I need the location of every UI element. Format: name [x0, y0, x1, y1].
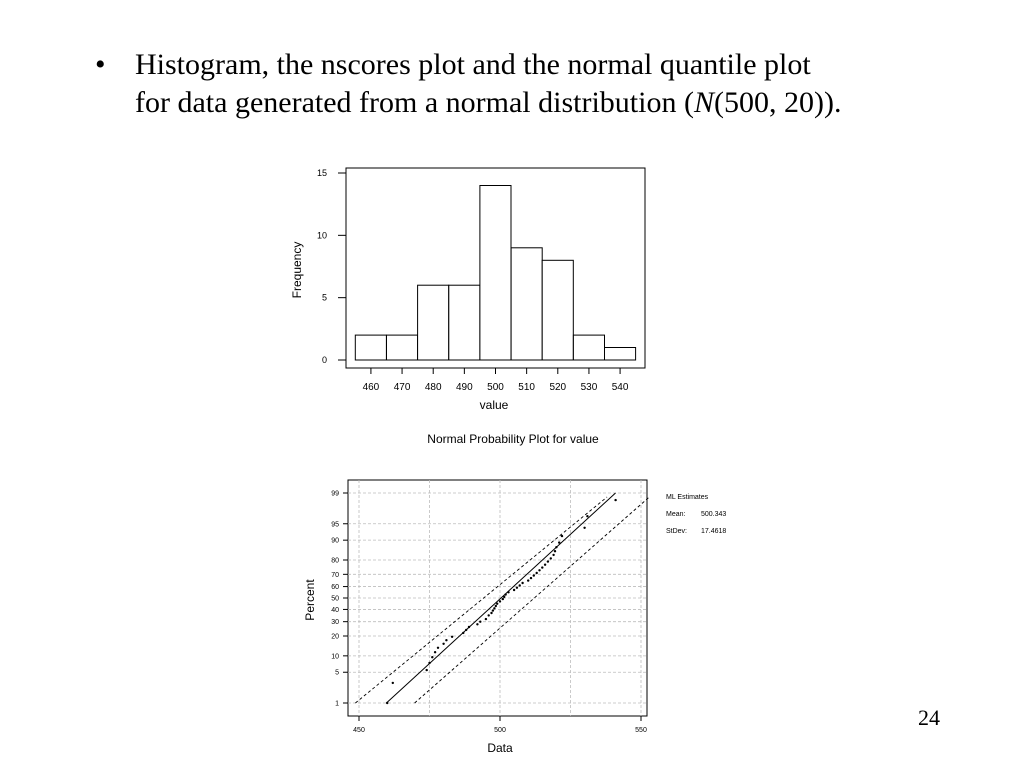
x-tick-label: 500	[494, 727, 506, 734]
y-tick-label: 1	[335, 700, 339, 708]
x-tick-label: 550	[635, 727, 647, 734]
data-point	[499, 600, 501, 602]
y-tick-label: 10	[331, 653, 339, 661]
data-point	[488, 614, 490, 616]
normal-probability-plot	[303, 432, 726, 755]
data-point	[492, 609, 494, 611]
data-point	[493, 607, 495, 609]
data-point	[392, 682, 394, 684]
y-tick-label: 80	[331, 557, 339, 565]
bullet-line-2-prefix: for data generated from a normal distribution (	[135, 86, 694, 119]
x-tick-label: 510	[518, 382, 535, 393]
data-point	[547, 560, 549, 562]
data-point	[495, 605, 497, 607]
y-tick-label: 10	[316, 230, 327, 241]
data-point	[521, 582, 523, 584]
data-point	[558, 541, 560, 543]
data-point	[541, 566, 543, 568]
histogram-bar	[480, 186, 511, 361]
x-tick-label: 450	[353, 727, 365, 734]
data-point	[554, 550, 556, 552]
mean-label: Mean:	[666, 511, 686, 518]
data-point	[426, 669, 428, 671]
page-number: 24	[918, 705, 940, 730]
histogram-bar	[418, 285, 449, 360]
histogram-bar	[605, 348, 636, 361]
probability-plot-frame	[348, 480, 647, 716]
histogram-bar	[511, 248, 542, 360]
data-point	[561, 535, 563, 537]
data-point	[462, 632, 464, 634]
x-tick-label: 530	[580, 382, 598, 393]
histogram-bars	[355, 186, 635, 361]
data-point	[485, 618, 487, 620]
y-tick-label: 90	[331, 537, 339, 545]
probability-plot-grid	[348, 480, 647, 716]
data-point	[437, 647, 439, 649]
data-point	[527, 579, 529, 581]
data-point	[503, 596, 505, 598]
x-tick-label: 480	[424, 382, 442, 393]
probability-plot-y-label: Percent	[303, 579, 317, 621]
stdev-value: 17.4618	[701, 528, 727, 535]
histogram-bar	[449, 285, 480, 360]
bullet-line-1: Histogram, the nscores plot and the normal quantile plot	[135, 48, 811, 81]
data-point	[468, 626, 470, 628]
data-point	[431, 656, 433, 658]
data-point	[513, 589, 515, 591]
histogram-bar	[542, 260, 573, 360]
x-tick-label: 520	[549, 382, 567, 393]
data-point	[504, 593, 506, 595]
data-point	[544, 564, 546, 566]
probability-plot-title: Normal Probability Plot for value	[427, 432, 599, 446]
data-point	[536, 572, 538, 574]
y-tick-label: 50	[331, 595, 339, 603]
y-tick-label: 20	[331, 633, 339, 641]
probability-plot-y-axis	[331, 491, 348, 708]
data-point	[442, 643, 444, 645]
histogram-bar	[573, 335, 604, 360]
y-tick-label: 95	[331, 521, 339, 529]
data-point	[502, 598, 504, 600]
y-tick-label: 0	[321, 355, 327, 365]
probability-plot-x-axis	[353, 716, 647, 734]
probability-plot-points	[386, 499, 617, 704]
mean-value: 500.343	[701, 511, 727, 518]
histogram-y-label: Frequency	[290, 241, 304, 299]
distribution-symbol: N	[693, 86, 714, 119]
bullet-line-2-suffix: (500, 20)).	[714, 86, 842, 119]
data-point	[552, 554, 554, 556]
x-tick-label: 490	[456, 382, 473, 393]
data-point	[538, 569, 540, 571]
data-point	[476, 623, 478, 625]
y-tick-label: 60	[331, 584, 339, 592]
stdev-label: StDev:	[666, 528, 688, 535]
y-tick-label: 99	[331, 490, 339, 498]
y-tick-label: 30	[331, 619, 339, 627]
histogram-x-label: value	[479, 398, 509, 412]
data-point	[386, 702, 388, 704]
data-point	[465, 629, 467, 631]
ml-estimates-box	[666, 494, 726, 535]
data-point	[516, 587, 518, 589]
data-point	[445, 639, 447, 641]
histogram-bar	[387, 335, 418, 360]
histogram-x-axis	[363, 368, 629, 393]
y-tick-label: 70	[331, 571, 339, 579]
data-point	[533, 574, 535, 576]
data-point	[507, 591, 509, 593]
histogram-chart	[290, 168, 645, 412]
probability-plot-x-label: Data	[487, 741, 513, 755]
data-point	[555, 546, 557, 548]
x-tick-label: 470	[393, 382, 411, 393]
data-point	[451, 636, 453, 638]
ml-estimates-title: ML Estimates	[666, 494, 709, 501]
data-point	[614, 499, 616, 501]
y-tick-label: 15	[316, 168, 327, 178]
histogram-bar	[355, 335, 386, 360]
y-tick-label: 5	[321, 292, 327, 303]
data-point	[583, 527, 585, 529]
data-point	[428, 662, 430, 664]
bullet-point: •	[95, 48, 106, 81]
data-point	[550, 557, 552, 559]
data-point	[496, 603, 498, 605]
x-tick-label: 540	[611, 382, 629, 393]
data-point	[586, 515, 588, 517]
histogram-y-axis	[317, 168, 346, 365]
x-tick-label: 500	[487, 382, 504, 393]
x-tick-label: 460	[362, 382, 380, 393]
data-point	[479, 621, 481, 623]
data-point	[490, 612, 492, 614]
y-tick-label: 5	[335, 669, 339, 677]
data-point	[519, 584, 521, 586]
data-point	[434, 651, 436, 653]
data-point	[530, 577, 532, 579]
y-tick-label: 40	[331, 606, 339, 614]
